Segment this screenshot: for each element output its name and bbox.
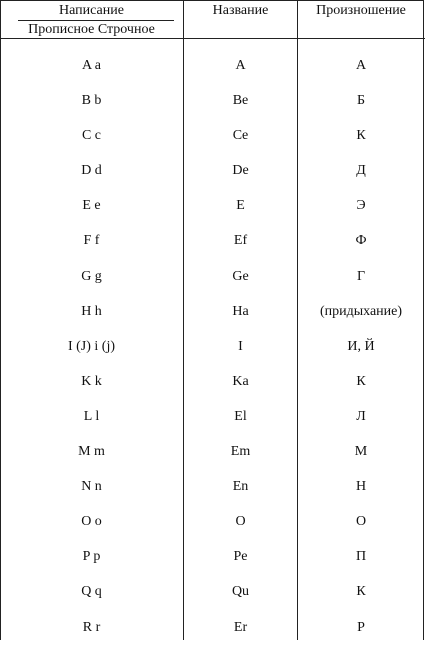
cell-name: De [232, 163, 249, 179]
header-spelling-sub: Прописное Строчное [28, 22, 155, 37]
cell-name: E [236, 198, 245, 214]
cell-spelling: B b [81, 93, 102, 109]
cell-name: Qu [231, 584, 250, 600]
cell-spelling: E e [82, 198, 101, 214]
cell-pronunciation: П [355, 549, 367, 565]
cell-pronunciation: Н [355, 479, 367, 495]
table-row [0, 435, 425, 470]
cell-spelling: H h [81, 303, 102, 319]
table-row [0, 224, 425, 259]
header-pronunciation: Произношение [316, 3, 406, 18]
cell-name: El [234, 408, 247, 424]
table-row [0, 611, 425, 646]
table-row [0, 505, 425, 540]
table-row [0, 295, 425, 330]
cell-name: A [235, 58, 246, 73]
cell-name: Ka [232, 373, 249, 389]
cell-pronunciation: К [356, 373, 366, 389]
header-spelling: Написание [59, 3, 124, 18]
cell-name: I [238, 338, 243, 354]
cell-spelling: F f [83, 233, 100, 249]
table-row [0, 540, 425, 575]
cell-pronunciation: И, Й [347, 338, 375, 354]
cell-name: Ha [232, 303, 249, 319]
cell-name: O [235, 514, 246, 530]
cell-spelling: C c [81, 128, 102, 144]
table-row [0, 365, 425, 400]
table-row [0, 119, 425, 154]
cell-pronunciation: Л [356, 408, 366, 424]
cell-pronunciation: А [355, 58, 367, 73]
cell-name: Be [232, 93, 249, 109]
cell-pronunciation: Ф [355, 233, 367, 249]
cell-spelling: O o [81, 514, 102, 530]
cell-spelling: N n [81, 479, 102, 495]
cell-pronunciation: Д [356, 163, 366, 179]
table-row [0, 84, 425, 119]
cell-pronunciation: К [356, 128, 366, 144]
cell-name: Er [233, 619, 248, 635]
cell-name: Ge [232, 268, 249, 284]
cell-name: Pe [233, 549, 248, 565]
cell-pronunciation: (придыхание) [319, 303, 403, 319]
table-row [0, 49, 425, 84]
cell-spelling: P p [82, 549, 101, 565]
cell-pronunciation: Г [356, 268, 366, 284]
table-row [0, 260, 425, 295]
table-body [0, 49, 425, 646]
cell-spelling: D d [81, 163, 102, 179]
cell-pronunciation: Э [356, 198, 366, 214]
header-name: Название [212, 3, 269, 18]
cell-spelling: L l [83, 408, 100, 424]
table-row [0, 400, 425, 435]
cell-spelling: R r [82, 619, 101, 635]
cell-spelling: M m [78, 444, 105, 460]
cell-pronunciation: М [354, 444, 368, 460]
cell-spelling: A a [81, 58, 102, 73]
header-subdivider [18, 20, 174, 21]
table-row [0, 154, 425, 189]
table-row [0, 470, 425, 505]
cell-name: Em [230, 444, 251, 460]
table-row [0, 330, 425, 365]
cell-spelling: K k [81, 373, 102, 389]
cell-name: En [232, 479, 249, 495]
cell-pronunciation: Р [357, 619, 365, 635]
cell-spelling: Q q [81, 584, 102, 600]
cell-pronunciation: К [356, 584, 366, 600]
table-row [0, 575, 425, 610]
cell-spelling: G g [81, 268, 102, 284]
cell-spelling: I (J) i (j) [67, 338, 116, 354]
cell-name: Ef [233, 233, 248, 249]
cell-pronunciation: О [355, 514, 367, 530]
cell-pronunciation: Б [356, 93, 366, 109]
table-row [0, 189, 425, 224]
cell-name: Ce [232, 128, 249, 144]
header-divider [0, 38, 425, 39]
